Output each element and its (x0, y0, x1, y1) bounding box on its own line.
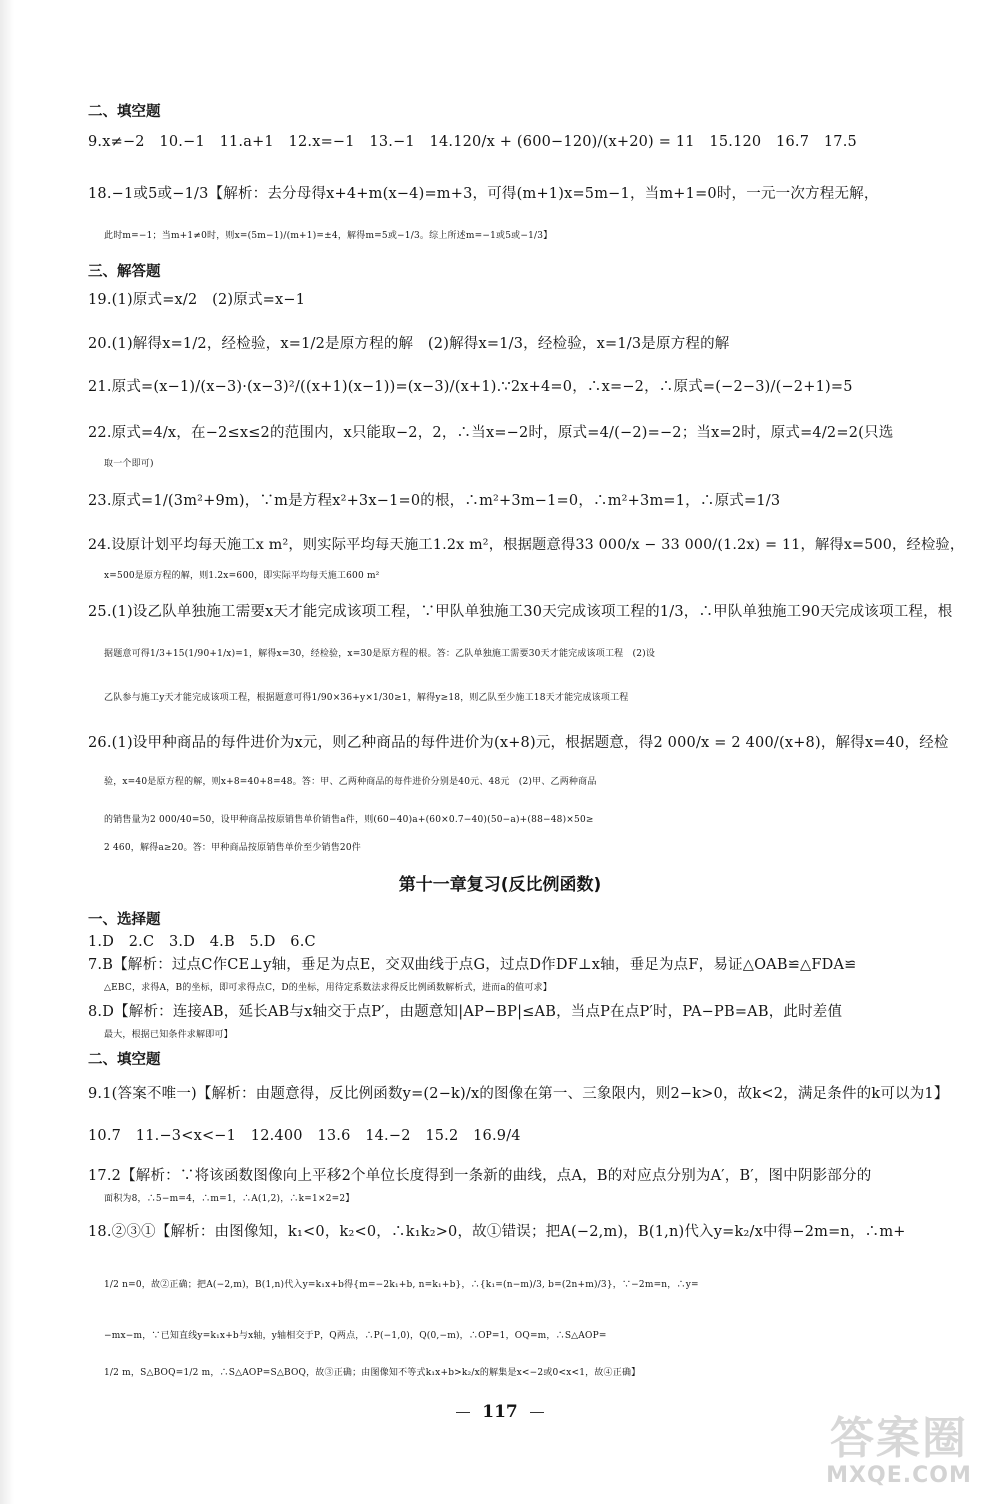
watermark-en-text: MXQE.COM (826, 1463, 972, 1488)
answer-line-fill-9: 9.1(答案不唯一)【解析：由题意得，反比例函数y=(2−k)/x的图像在第一、三象限内，则2−k>0，故k<2，满足条件的k可以为1】 (88, 1086, 949, 1102)
answer-line-24b: x=500是原方程的解，则1.2x=600，即实际平均每天施工600 m² (104, 571, 380, 581)
answer-line-24a: 24.设原计划平均每天施工x m²，则实际平均每天施工1.2x m²，根据题意得33 000/x − 33 000/(1.2x) = 11，解得x=500，经检验， (88, 537, 965, 553)
answer-line-18b: 此时m=−1；当m+1≠0时，则x=(5m−1)/(m+1)=±4，解得m=5或−1/3。综上所述m=−1或5或−1/3】 (104, 231, 553, 241)
answer-line-fill-18b: 1/2 n=0，故②正确；把A(−2,m)，B(1,n)代入y=k₁x+b得{m=−2k₁+b, n=k₁+b}，∴{k₁=(n−m)/3, b=(2n+m)/3}，∵−2m=n，∴y= (104, 1280, 699, 1290)
answer-line-fill-18d: 1/2 m，S△BOQ=1/2 m，∴S△AOP=S△BOQ，故③正确；由图像知不等式k₁x+b>k₂/x的解集是x<−2或0<x<1，故④正确】 (104, 1368, 641, 1378)
answer-line-choice-1-6: 1.D 2.C 3.D 4.B 5.D 6.C (88, 934, 316, 950)
answer-line-9-17: 9.x≠−2 10.−1 11.a+1 12.x=−1 13.−1 14.120/x + (600−120)/(x+20) = 11 15.120 16.7 17.5 (88, 134, 857, 150)
page-number-value: 117 (482, 1402, 518, 1422)
answer-line-25c: 乙队参与施工y天才能完成该项工程，根据题意可得1/90×36+y×1/30≥1，解得y≥18，则乙队至少施工18天才能完成该项工程 (104, 693, 629, 703)
chapter-title: 第十一章复习(反比例函数) (398, 875, 602, 895)
answer-line-23: 23.原式=1/(3m²+9m)，∵m是方程x²+3x−1=0的根，∴m²+3m−1=0，∴m²+3m=1，∴原式=1/3 (88, 493, 781, 509)
page-number-dash-left (456, 1412, 470, 1413)
section-heading-fill-in-2: 二、填空题 (88, 1052, 161, 1068)
answer-line-fill-10-16: 10.7 11.−3<x<−1 12.400 13.6 14.−2 15.2 16.9/4 (88, 1128, 521, 1144)
watermark-cn-text: 答案圈 (830, 1413, 968, 1464)
answer-line-26d: 2 460，解得a≥20。答：甲种商品按原销售单价至少销售20件 (104, 843, 361, 853)
answer-line-25b: 据题意可得1/3+15(1/90+1/x)=1，解得x=30，经检验，x=30是原方程的根。答：乙队单独施工需要30天才能完成该项工程 (2)设 (104, 649, 656, 659)
answer-line-18a: 18.−1或5或−1/3【解析：去分母得x+4+m(x−4)=m+3，可得(m+1)x=5m−1，当m+1=0时，一元一次方程无解， (88, 186, 879, 202)
answer-line-26a: 26.(1)设甲种商品的每件进价为x元，则乙种商品的每件进价为(x+8)元，根据题意，得2 000/x = 2 400/(x+8)，解得x=40，经检 (88, 735, 949, 751)
answer-line-19: 19.(1)原式=x/2 (2)原式=x−1 (88, 292, 306, 308)
section-heading-choice: 一、选择题 (88, 912, 161, 928)
answer-line-choice-7a: 7.B【解析：过点C作CE⊥y轴，垂足为点E，交双曲线于点G，过点D作DF⊥x轴，垂足为点F，易证△OAB≌△FDA≌ (88, 957, 857, 973)
section-heading-fill-in: 二、填空题 (88, 104, 161, 120)
answer-line-20: 20.(1)解得x=1/2，经检验，x=1/2是原方程的解 (2)解得x=1/3，经检验，x=1/3是原方程的解 (88, 336, 730, 352)
answer-line-choice-8b: 最大，根据已知条件求解即可】 (104, 1030, 233, 1040)
answer-line-fill-18c: −mx−m，∵已知直线y=k₁x+b与x轴，y轴相交于P，Q两点，∴P(−1,0)，Q(0,−m)，∴OP=1，OQ=m，∴S△AOP= (104, 1331, 607, 1341)
page-number-dash-right (530, 1412, 544, 1413)
answer-line-fill-17a: 17.2【解析：∵将该函数图像向上平移2个单位长度得到一条新的曲线，点A，B的对应点分别为A′，B′，图中阴影部分的 (88, 1168, 872, 1184)
section-heading-solutions: 三、解答题 (88, 264, 161, 280)
answer-line-22a: 22.原式=4/x，在−2≤x≤2的范围内，x只能取−2，2，∴当x=−2时，原式=4/(−2)=−2；当x=2时，原式=4/2=2(只选 (88, 425, 894, 441)
answer-line-21: 21.原式=(x−1)/(x−3)·(x−3)²/((x+1)(x−1))=(x−3)/(x+1).∵2x+4=0，∴x=−2，∴原式=(−2−3)/(−2+1)=5 (88, 379, 853, 395)
answer-line-fill-18a: 18.②③①【解析：由图像知，k₁<0，k₂<0，∴k₁k₂>0，故①错误；把A(−2,m)，B(1,n)代入y=k₂/x中得−2m=n，∴m+ (88, 1224, 906, 1240)
answer-line-choice-8a: 8.D【解析：连接AB，延长AB与x轴交于点P′，由题意知|AP−BP|≤AB，当点P在点P′时，PA−PB=AB，此时差值 (88, 1004, 843, 1020)
page-edge-shadow (0, 0, 14, 1504)
answer-line-26c: 的销售量为2 000/40=50，设甲种商品按原销售单价销售a件，则(60−40)a+(60×0.7−40)(50−a)+(88−48)×50≥ (104, 815, 594, 825)
answer-line-26b: 验，x=40是原方程的解，则x+8=40+8=48。答：甲、乙两种商品的每件进价分别是40元、48元 (2)甲、乙两种商品 (104, 777, 597, 787)
answer-line-22b: 取一个即可) (104, 459, 154, 469)
answer-line-25a: 25.(1)设乙队单独施工需要x天才能完成该项工程，∵甲队单独施工30天完成该项工程的1/3，∴甲队单独施工90天完成该项工程，根 (88, 604, 953, 620)
watermark-logo (824, 1402, 974, 1488)
answer-line-fill-17b: 面积为8，∴5−m=4，∴m=1，∴A(1,2)，∴k=1×2=2】 (104, 1194, 355, 1204)
answer-line-choice-7b: △EBC，求得A，B的坐标，即可求得点C，D的坐标，用待定系数法求得反比例函数解析式，进而a的值可求】 (104, 983, 552, 993)
